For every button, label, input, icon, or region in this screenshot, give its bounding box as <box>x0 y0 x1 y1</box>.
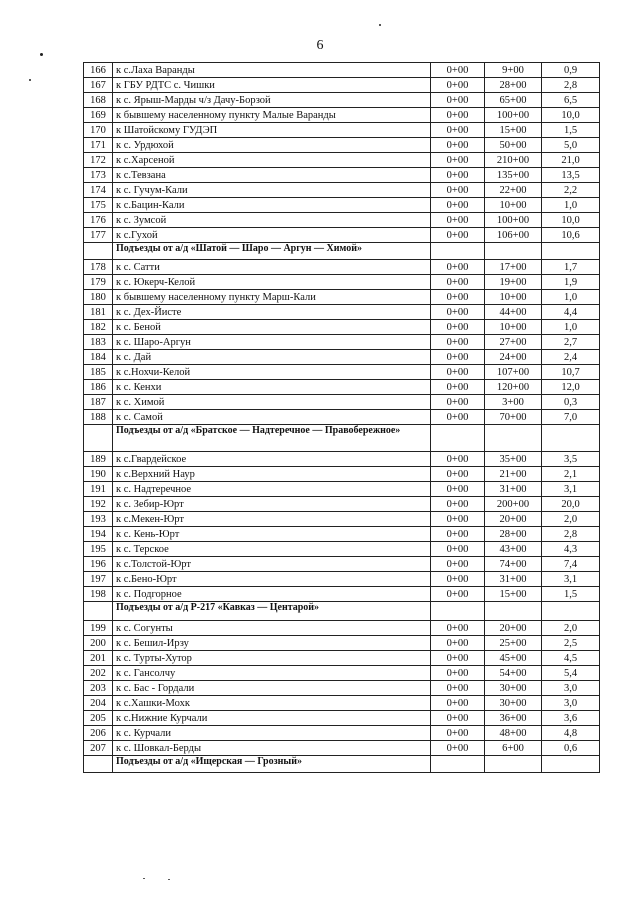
row-number: 184 <box>84 350 113 365</box>
row-number: 200 <box>84 636 113 651</box>
table-row <box>84 365 600 380</box>
road-name: к с. Самой <box>113 410 431 425</box>
km-end: 10+00 <box>485 320 542 335</box>
km-start: 0+00 <box>431 726 485 741</box>
km-end: 100+00 <box>485 213 542 228</box>
section-header-row <box>84 243 600 260</box>
km-start: 0+00 <box>431 228 485 243</box>
length-km: 7,0 <box>542 410 600 425</box>
length-km: 20,0 <box>542 497 600 512</box>
km-end: 210+00 <box>485 153 542 168</box>
length-km: 6,5 <box>542 93 600 108</box>
road-name: к с. Курчали <box>113 726 431 741</box>
row-number: 203 <box>84 681 113 696</box>
km-start: 0+00 <box>431 542 485 557</box>
length-km: 3,6 <box>542 711 600 726</box>
road-name: к с. Зебир-Юрт <box>113 497 431 512</box>
km-end: 10+00 <box>485 198 542 213</box>
km-start: 0+00 <box>431 666 485 681</box>
road-name: к с.Харсеной <box>113 153 431 168</box>
table-row <box>84 527 600 542</box>
road-name: к с. Дех-Йисте <box>113 305 431 320</box>
table-row <box>84 228 600 243</box>
road-name: к с.Нохчи-Келой <box>113 365 431 380</box>
row-number: 206 <box>84 726 113 741</box>
road-name: к ГБУ РДТС с. Чишки <box>113 78 431 93</box>
row-number: 186 <box>84 380 113 395</box>
km-start <box>431 602 485 621</box>
table-row <box>84 198 600 213</box>
km-end: 120+00 <box>485 380 542 395</box>
road-name: к с.Верхний Наур <box>113 467 431 482</box>
km-start <box>431 425 485 452</box>
length-km <box>542 602 600 621</box>
km-start: 0+00 <box>431 711 485 726</box>
km-end: 50+00 <box>485 138 542 153</box>
km-start: 0+00 <box>431 557 485 572</box>
road-name: к с. Гучум-Кали <box>113 183 431 198</box>
section-title: Подъезды от а/д «Братское — Надтеречное — Правобережное» <box>113 425 431 452</box>
km-end: 15+00 <box>485 123 542 138</box>
row-number: 182 <box>84 320 113 335</box>
table-row <box>84 275 600 290</box>
row-number: 194 <box>84 527 113 542</box>
road-name: к с. Юкерч-Келой <box>113 275 431 290</box>
km-start: 0+00 <box>431 572 485 587</box>
table-row <box>84 305 600 320</box>
km-start: 0+00 <box>431 183 485 198</box>
row-number: 196 <box>84 557 113 572</box>
road-name: к с.Лаха Варанды <box>113 63 431 78</box>
road-name: к с.Мекен-Юрт <box>113 512 431 527</box>
row-number: 198 <box>84 587 113 602</box>
road-name: к с. Урдюхой <box>113 138 431 153</box>
row-number: 168 <box>84 93 113 108</box>
length-km: 2,8 <box>542 78 600 93</box>
km-start: 0+00 <box>431 527 485 542</box>
length-km: 2,7 <box>542 335 600 350</box>
table-row <box>84 350 600 365</box>
length-km: 0,6 <box>542 741 600 756</box>
km-start: 0+00 <box>431 320 485 335</box>
length-km: 1,7 <box>542 260 600 275</box>
length-km: 3,0 <box>542 696 600 711</box>
length-km: 10,0 <box>542 213 600 228</box>
length-km: 4,4 <box>542 305 600 320</box>
length-km: 21,0 <box>542 153 600 168</box>
km-end: 74+00 <box>485 557 542 572</box>
row-number: 191 <box>84 482 113 497</box>
road-name: к с. Дай <box>113 350 431 365</box>
km-end: 10+00 <box>485 290 542 305</box>
km-end <box>485 602 542 621</box>
row-number: 193 <box>84 512 113 527</box>
roads-table <box>83 62 600 773</box>
road-name: к с. Надтеречное <box>113 482 431 497</box>
road-name: к с. Ярыш-Марды ч/з Дачу-Борзой <box>113 93 431 108</box>
table-row <box>84 542 600 557</box>
km-end: 20+00 <box>485 512 542 527</box>
road-name: к Шатойскому ГУДЭП <box>113 123 431 138</box>
row-number: 179 <box>84 275 113 290</box>
length-km: 2,4 <box>542 350 600 365</box>
table-row <box>84 587 600 602</box>
km-end: 9+00 <box>485 63 542 78</box>
km-start: 0+00 <box>431 482 485 497</box>
row-number: 180 <box>84 290 113 305</box>
table-row <box>84 557 600 572</box>
table-row <box>84 636 600 651</box>
road-name: к с. Шаро-Аргун <box>113 335 431 350</box>
section-title: Подъезды от а/д Р-217 «Кавказ — Центарой» <box>113 602 431 621</box>
road-name: к с.Гвардейское <box>113 452 431 467</box>
km-start: 0+00 <box>431 467 485 482</box>
row-number: 181 <box>84 305 113 320</box>
row-number: 201 <box>84 651 113 666</box>
km-start: 0+00 <box>431 305 485 320</box>
table-row <box>84 63 600 78</box>
km-start: 0+00 <box>431 198 485 213</box>
length-km: 3,0 <box>542 681 600 696</box>
section-header-row <box>84 602 600 621</box>
row-number: 176 <box>84 213 113 228</box>
km-start <box>431 243 485 260</box>
table-row <box>84 138 600 153</box>
table-row <box>84 260 600 275</box>
row-number: 173 <box>84 168 113 183</box>
road-name: к с. Химой <box>113 395 431 410</box>
km-start: 0+00 <box>431 741 485 756</box>
road-name: к с.Бено-Юрт <box>113 572 431 587</box>
scan-speck <box>143 878 145 879</box>
table-row <box>84 512 600 527</box>
row-number: 207 <box>84 741 113 756</box>
row-number: 185 <box>84 365 113 380</box>
length-km: 4,5 <box>542 651 600 666</box>
length-km: 5,4 <box>542 666 600 681</box>
km-end: 25+00 <box>485 636 542 651</box>
table-row <box>84 696 600 711</box>
table-row <box>84 320 600 335</box>
table-row <box>84 78 600 93</box>
row-number: 187 <box>84 395 113 410</box>
row-number: 167 <box>84 78 113 93</box>
road-name: к с. Бешил-Ирзу <box>113 636 431 651</box>
length-km: 3,1 <box>542 572 600 587</box>
table-row <box>84 621 600 636</box>
road-name: к с. Кень-Юрт <box>113 527 431 542</box>
length-km: 1,0 <box>542 290 600 305</box>
length-km: 2,0 <box>542 621 600 636</box>
road-name: к бывшему населенному пункту Малые Варанды <box>113 108 431 123</box>
length-km: 10,6 <box>542 228 600 243</box>
table-row <box>84 108 600 123</box>
km-end: 22+00 <box>485 183 542 198</box>
section-title: Подъезды от а/д «Шатой — Шаро — Аргун — Химой» <box>113 243 431 260</box>
row-number: 192 <box>84 497 113 512</box>
table-row <box>84 213 600 228</box>
length-km: 1,5 <box>542 123 600 138</box>
km-end: 54+00 <box>485 666 542 681</box>
km-start: 0+00 <box>431 380 485 395</box>
km-end: 31+00 <box>485 572 542 587</box>
table-row <box>84 572 600 587</box>
km-end: 15+00 <box>485 587 542 602</box>
row-number: 178 <box>84 260 113 275</box>
length-km: 10,0 <box>542 108 600 123</box>
row-number: 170 <box>84 123 113 138</box>
km-start: 0+00 <box>431 452 485 467</box>
table-row <box>84 467 600 482</box>
table-row <box>84 183 600 198</box>
length-km: 2,0 <box>542 512 600 527</box>
length-km: 13,5 <box>542 168 600 183</box>
road-name: к с. Бас - Гордали <box>113 681 431 696</box>
km-start: 0+00 <box>431 587 485 602</box>
table-row <box>84 123 600 138</box>
km-end: 106+00 <box>485 228 542 243</box>
page-number: 6 <box>316 38 324 53</box>
length-km <box>542 243 600 260</box>
length-km: 1,0 <box>542 320 600 335</box>
km-end: 30+00 <box>485 681 542 696</box>
length-km: 10,7 <box>542 365 600 380</box>
length-km: 1,0 <box>542 198 600 213</box>
km-start: 0+00 <box>431 512 485 527</box>
km-end: 28+00 <box>485 527 542 542</box>
length-km: 4,8 <box>542 726 600 741</box>
road-name: к с. Беной <box>113 320 431 335</box>
length-km: 2,5 <box>542 636 600 651</box>
table-row <box>84 726 600 741</box>
km-start: 0+00 <box>431 621 485 636</box>
scan-speck <box>40 53 43 56</box>
row-number: 175 <box>84 198 113 213</box>
length-km: 4,3 <box>542 542 600 557</box>
table-row <box>84 395 600 410</box>
km-start: 0+00 <box>431 395 485 410</box>
km-start: 0+00 <box>431 350 485 365</box>
length-km <box>542 756 600 773</box>
road-name: к бывшему населенному пункту Марш-Кали <box>113 290 431 305</box>
km-start: 0+00 <box>431 123 485 138</box>
km-start: 0+00 <box>431 275 485 290</box>
table-row <box>84 711 600 726</box>
section-header-row <box>84 425 600 452</box>
km-end: 44+00 <box>485 305 542 320</box>
row-number <box>84 243 113 260</box>
km-end: 24+00 <box>485 350 542 365</box>
length-km: 3,1 <box>542 482 600 497</box>
km-end: 6+00 <box>485 741 542 756</box>
road-name: к с.Хашки-Мохк <box>113 696 431 711</box>
km-start: 0+00 <box>431 696 485 711</box>
km-start: 0+00 <box>431 213 485 228</box>
km-start: 0+00 <box>431 138 485 153</box>
km-end: 48+00 <box>485 726 542 741</box>
row-number: 197 <box>84 572 113 587</box>
km-end: 21+00 <box>485 467 542 482</box>
road-name: к с. Кенхи <box>113 380 431 395</box>
row-number: 174 <box>84 183 113 198</box>
km-start: 0+00 <box>431 260 485 275</box>
road-name: к с.Толстой-Юрт <box>113 557 431 572</box>
row-number: 183 <box>84 335 113 350</box>
road-name: к с. Турты-Хутор <box>113 651 431 666</box>
km-start: 0+00 <box>431 93 485 108</box>
road-name: к с. Согунты <box>113 621 431 636</box>
row-number: 204 <box>84 696 113 711</box>
row-number: 177 <box>84 228 113 243</box>
km-start: 0+00 <box>431 365 485 380</box>
table-row <box>84 482 600 497</box>
length-km: 1,5 <box>542 587 600 602</box>
length-km: 0,9 <box>542 63 600 78</box>
section-title: Подъезды от а/д «Ищерская — Грозный» <box>113 756 431 773</box>
road-name: к с.Нижние Курчали <box>113 711 431 726</box>
km-end <box>485 756 542 773</box>
length-km: 12,0 <box>542 380 600 395</box>
row-number <box>84 425 113 452</box>
km-end: 3+00 <box>485 395 542 410</box>
row-number: 190 <box>84 467 113 482</box>
roads-table-body <box>84 63 600 773</box>
table-row <box>84 410 600 425</box>
km-start: 0+00 <box>431 335 485 350</box>
road-name: к с. Подгорное <box>113 587 431 602</box>
km-start: 0+00 <box>431 108 485 123</box>
km-end: 36+00 <box>485 711 542 726</box>
length-km: 2,1 <box>542 467 600 482</box>
table-row <box>84 290 600 305</box>
table-row <box>84 93 600 108</box>
km-end <box>485 243 542 260</box>
row-number: 188 <box>84 410 113 425</box>
km-end: 43+00 <box>485 542 542 557</box>
row-number: 195 <box>84 542 113 557</box>
road-name: к с. Сатти <box>113 260 431 275</box>
km-end: 65+00 <box>485 93 542 108</box>
km-start: 0+00 <box>431 651 485 666</box>
road-name: к с.Гухой <box>113 228 431 243</box>
row-number: 202 <box>84 666 113 681</box>
km-end: 19+00 <box>485 275 542 290</box>
km-start: 0+00 <box>431 497 485 512</box>
row-number: 189 <box>84 452 113 467</box>
km-end: 30+00 <box>485 696 542 711</box>
road-name: к с. Гансолчу <box>113 666 431 681</box>
km-end: 27+00 <box>485 335 542 350</box>
table-row <box>84 153 600 168</box>
km-end: 45+00 <box>485 651 542 666</box>
section-header-row <box>84 756 600 773</box>
road-name: к с. Шовкал-Берды <box>113 741 431 756</box>
road-name: к с.Тевзана <box>113 168 431 183</box>
km-end: 35+00 <box>485 452 542 467</box>
km-start: 0+00 <box>431 63 485 78</box>
scan-speck <box>379 24 381 26</box>
length-km: 2,8 <box>542 527 600 542</box>
table-row <box>84 741 600 756</box>
km-end: 200+00 <box>485 497 542 512</box>
row-number: 205 <box>84 711 113 726</box>
km-start: 0+00 <box>431 153 485 168</box>
table-row <box>84 335 600 350</box>
table-row <box>84 666 600 681</box>
table-row <box>84 380 600 395</box>
road-name: к с. Зумсой <box>113 213 431 228</box>
km-end: 20+00 <box>485 621 542 636</box>
km-end: 100+00 <box>485 108 542 123</box>
km-start: 0+00 <box>431 681 485 696</box>
table-row <box>84 651 600 666</box>
table-row <box>84 681 600 696</box>
row-number: 172 <box>84 153 113 168</box>
km-end: 107+00 <box>485 365 542 380</box>
row-number: 166 <box>84 63 113 78</box>
km-start: 0+00 <box>431 78 485 93</box>
km-end: 31+00 <box>485 482 542 497</box>
table-row <box>84 168 600 183</box>
length-km: 5,0 <box>542 138 600 153</box>
length-km: 7,4 <box>542 557 600 572</box>
road-name: к с. Терское <box>113 542 431 557</box>
km-end: 28+00 <box>485 78 542 93</box>
row-number <box>84 602 113 621</box>
scan-speck <box>168 879 170 880</box>
km-end <box>485 425 542 452</box>
km-start <box>431 756 485 773</box>
km-end: 135+00 <box>485 168 542 183</box>
length-km: 3,5 <box>542 452 600 467</box>
km-end: 17+00 <box>485 260 542 275</box>
km-end: 70+00 <box>485 410 542 425</box>
km-start: 0+00 <box>431 168 485 183</box>
km-start: 0+00 <box>431 410 485 425</box>
scan-speck <box>29 79 31 81</box>
row-number <box>84 756 113 773</box>
length-km <box>542 425 600 452</box>
table-row <box>84 497 600 512</box>
length-km: 2,2 <box>542 183 600 198</box>
length-km: 1,9 <box>542 275 600 290</box>
row-number: 199 <box>84 621 113 636</box>
km-start: 0+00 <box>431 290 485 305</box>
row-number: 169 <box>84 108 113 123</box>
km-start: 0+00 <box>431 636 485 651</box>
length-km: 0,3 <box>542 395 600 410</box>
road-name: к с.Бацин-Кали <box>113 198 431 213</box>
row-number: 171 <box>84 138 113 153</box>
table-row <box>84 452 600 467</box>
